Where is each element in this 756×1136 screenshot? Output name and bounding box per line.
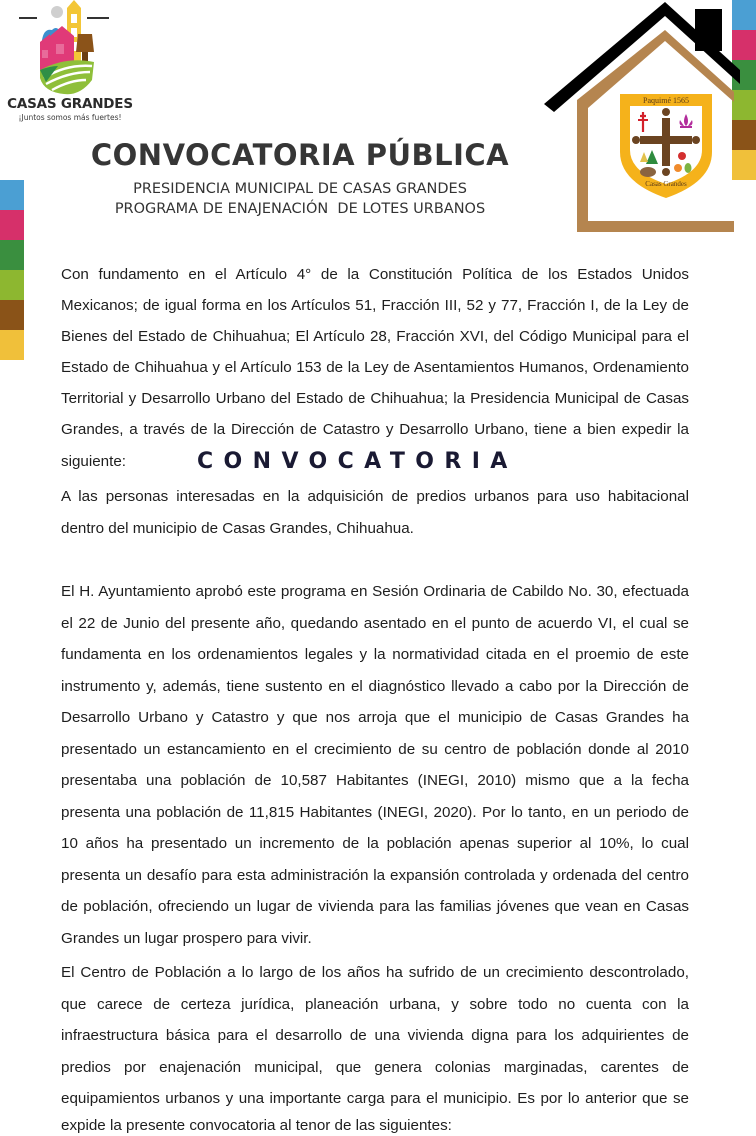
subtitle-programa: PROGRAMA DE ENAJENACIÓN DE LOTES URBANOS — [114, 201, 486, 217]
text-line: El H. Ayuntamiento aprobó este programa en Sesión Ordinaria de Cabildo No. 30, efectuada — [61, 583, 689, 600]
page-title: CONVOCATORIA PÚBLICA — [90, 138, 510, 172]
text-line: Bienes del Estado de Chihuahua; El Artículo 28, Fracción XVI, del Código Municipal para el — [61, 328, 689, 345]
logo-slogan: ¡Juntos somos más fuertes! — [18, 113, 122, 122]
town-logo-icon — [6, 0, 134, 96]
text-line: presentado un estancamiento en el crecimiento de su centro de población donde al 2010 — [61, 741, 689, 758]
text-line: siguiente: — [61, 453, 127, 470]
text-line: instrumento y, además, tiene sustento en el diagnóstico llevado a cabo por la Dirección de — [61, 678, 689, 695]
strip-blue — [0, 180, 24, 210]
text-line: Desarrollo Urbano y Catastro y que nos arroja que el municipio de Casas Grandes ha — [61, 709, 689, 726]
text-line: Grandes un lugar prospero para vivir. — [61, 930, 312, 947]
text-line: predios por enajenación municipal, que genera colonias marginadas, carentes de — [61, 1059, 689, 1076]
text-line: Territorial y Desarrollo Urbano del Estado de Chihuahua; la Presidencia Municipal de Casas — [61, 390, 689, 407]
logo-name: CASAS GRANDES — [7, 96, 133, 112]
text-line: El Centro de Población a lo largo de los años ha sufrido de un crecimiento descontrolado, — [61, 964, 689, 981]
text-line: Con fundamento en el Artículo 4° de la Constitución Política de los Estados Unidos — [61, 266, 689, 283]
text-line: presenta un desafío para esta administración la expansión controlada y ordenada del centro — [61, 867, 689, 884]
strip-magenta — [0, 210, 24, 240]
text-line: expide la presente convocatoria al tenor de las siguientes: — [61, 1117, 452, 1134]
left-color-strip — [0, 180, 24, 360]
text-line: presentaba una población de 10,587 Habitantes (INEGI, 2010) mismo que a la fecha — [61, 772, 689, 789]
text-line: el 22 de Junio del presente año, quedando asentado en el punto de acuerdo VI, el cual se — [61, 615, 689, 632]
strip-brown — [0, 300, 24, 330]
text-line: Grandes, a través de la Dirección de Catastro y Desarrollo Urbano, tiene a bien expedir la — [61, 421, 689, 438]
text-line: Estado de Chihuahua y el Artículo 153 de la Ley de Asentamientos Humanos, Ordenamiento — [61, 359, 689, 376]
strip-yellow — [0, 330, 24, 360]
text-line: A las personas interesadas en la adquisición de predios urbanos para uso habitacional — [61, 488, 689, 505]
text-line: de población, ofreciendo un lugar de vivienda para las familias jóvenes que vean en Casas — [61, 898, 689, 915]
strip-lime — [0, 270, 24, 300]
text-line: 10 años ha presentado un incremento de la población apenas superior al 10%, lo cual — [61, 835, 689, 852]
casas-grandes-logo — [6, 0, 134, 130]
coat-bottom-text: Casas Grandes — [645, 180, 687, 188]
coat-top-text: Paquimé 1565 — [643, 96, 689, 105]
house-emblem — [540, 0, 740, 240]
convocatoria-heading: CONVOCATORIA — [197, 449, 518, 474]
text-line: fundamenta en los ordenamientos legales y la normatividad citada en el proemio de este — [61, 646, 689, 663]
subtitle-presidencia: PRESIDENCIA MUNICIPAL DE CASAS GRANDES — [133, 181, 467, 197]
coat-of-arms-icon — [618, 92, 714, 200]
strip-green — [0, 240, 24, 270]
text-line: infraestructura básica para el desarrollo de una vivienda digna para los adquirientes de — [61, 1027, 689, 1044]
text-line: dentro del municipio de Casas Grandes, Chihuahua. — [61, 520, 414, 537]
text-line: que carece de certeza jurídica, planeación urbana, y sobre todo no cuenta con la — [61, 996, 689, 1013]
text-line: equipamientos urbanos y una importante carga para el municipio. Es por lo anterior que se — [61, 1090, 689, 1107]
text-line: presenta una población de 11,815 Habitantes (INEGI, 2020). Por lo tanto, en un periodo de — [61, 804, 689, 821]
text-line: Mexicanos; de igual forma en los Artículos 51, Fracción III, 52 y 77, Fracción I, de la Ley de — [61, 297, 689, 314]
